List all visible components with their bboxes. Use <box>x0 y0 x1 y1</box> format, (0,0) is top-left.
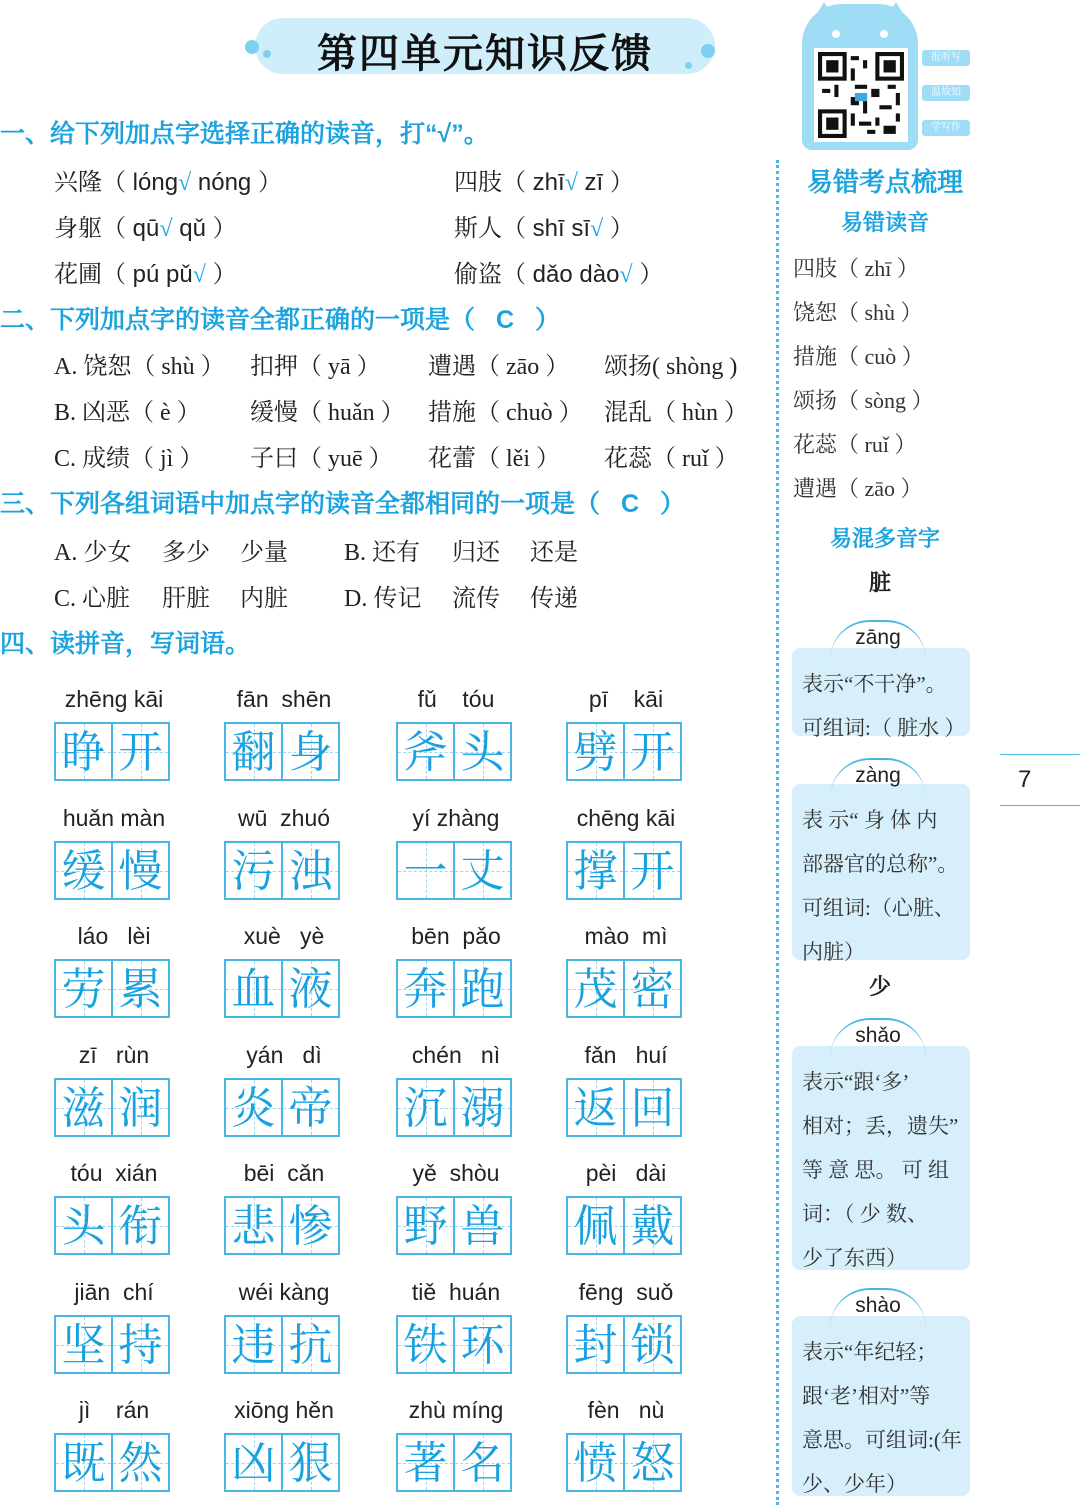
s3-word: 归还 <box>452 540 500 566</box>
word-pinyin: xiōng hěn <box>234 1397 334 1423</box>
sidebar-item: 措施（ cuò ） <box>793 344 924 369</box>
written-character: 衔 <box>118 1201 163 1252</box>
s1-item-5: 花圃（ pú pǔ√ ） <box>54 261 237 288</box>
page-title: 第四单元知识反馈 <box>317 32 653 76</box>
polyphone-pinyin: shào <box>830 1288 926 1328</box>
written-character: 开 <box>630 727 675 778</box>
word-cell <box>566 1160 686 1255</box>
qr-tag-review[interactable]: 温故知 <box>922 85 970 101</box>
s2-option-a4: 颂扬( shòng ) <box>604 354 738 380</box>
tianzige-box[interactable] <box>566 959 625 1018</box>
written-character: 开 <box>630 846 675 897</box>
s1-item-6: 偷盗（ dǎo dào√ ） <box>454 261 664 288</box>
word-pinyin: xuè yè <box>243 923 325 949</box>
tianzige-box[interactable] <box>453 959 512 1018</box>
polyphone-pinyin: shǎo <box>830 1018 926 1058</box>
word-cell <box>224 686 344 781</box>
written-character: 头 <box>460 727 505 778</box>
polyphone-card: 表示“年纪轻； 跟‘老’相对”等 意思。可组词:(年 少、少年） <box>792 1316 970 1496</box>
word-cell <box>54 923 174 1018</box>
s3-word: D. 传记 <box>344 586 422 612</box>
tianzige-box[interactable] <box>623 841 682 900</box>
s1-word: 兴隆 <box>54 170 102 196</box>
written-character: 沉 <box>403 1083 448 1134</box>
tianzige-box[interactable] <box>566 1196 625 1255</box>
s3-word: 内脏 <box>240 586 288 612</box>
word-cell <box>54 1397 174 1492</box>
written-character: 然 <box>118 1438 163 1489</box>
word-pinyin: láo lèi <box>77 923 151 949</box>
tianzige-box[interactable] <box>111 841 170 900</box>
tianzige-box[interactable] <box>623 959 682 1018</box>
word-cell <box>396 1042 516 1137</box>
written-character: 返 <box>573 1083 618 1134</box>
written-character: 持 <box>118 1320 163 1371</box>
check-mark-icon: √ <box>590 216 604 242</box>
sidebar-item: 四肢（ zhī ） <box>793 256 919 281</box>
polyphone-char: 少 <box>868 974 891 999</box>
word-cell <box>396 1279 516 1374</box>
word-pinyin: fèn nù <box>587 1397 665 1423</box>
word-cell <box>566 1279 686 1374</box>
word-pinyin: fǔ tóu <box>417 686 495 712</box>
section-3-answer: C <box>620 490 640 518</box>
written-character: 野 <box>403 1201 448 1252</box>
word-pinyin: bēi cǎn <box>243 1160 325 1186</box>
tianzige-box[interactable] <box>281 841 340 900</box>
written-character: 环 <box>460 1320 505 1371</box>
word-cell <box>396 923 516 1018</box>
tianzige-box[interactable] <box>224 1315 283 1374</box>
word-pinyin: huǎn màn <box>62 805 166 831</box>
word-cell <box>566 1397 686 1492</box>
word-cell <box>54 805 174 900</box>
section-2-answer: C <box>495 306 515 334</box>
cat-mascot <box>802 4 918 150</box>
s2-option-a2: 扣押（ yā ） <box>250 354 381 380</box>
word-pinyin: fān shēn <box>236 686 332 712</box>
written-character: 跑 <box>460 964 505 1015</box>
tianzige-box[interactable] <box>224 841 283 900</box>
tianzige-box[interactable] <box>566 1315 625 1374</box>
tianzige-box[interactable] <box>281 1196 340 1255</box>
word-cell <box>566 923 686 1018</box>
word-cell <box>566 686 686 781</box>
written-character: 血 <box>231 964 276 1015</box>
tianzige-box[interactable] <box>224 1433 283 1492</box>
written-character: 浊 <box>288 846 333 897</box>
written-character: 惨 <box>288 1201 333 1252</box>
written-character: 滋 <box>61 1083 106 1134</box>
tianzige-box[interactable] <box>396 1315 455 1374</box>
written-character: 一 <box>403 846 448 897</box>
tianzige-box[interactable] <box>281 1078 340 1137</box>
written-character: 头 <box>61 1201 106 1252</box>
written-character: 密 <box>630 964 675 1015</box>
section-3-title: 三、下列各组词语中加点字的读音全都相同的一项是（ C ） <box>0 490 685 518</box>
qr-code-icon <box>818 52 904 138</box>
tianzige-box[interactable] <box>111 959 170 1018</box>
s3-word: 传递 <box>530 586 578 612</box>
written-character: 润 <box>118 1083 163 1134</box>
word-cell <box>396 1160 516 1255</box>
tianzige-box[interactable] <box>453 1433 512 1492</box>
word-pinyin: jì rán <box>78 1397 150 1423</box>
word-pinyin: pī kāi <box>588 686 664 712</box>
tianzige-box[interactable] <box>566 722 625 781</box>
tianzige-box[interactable] <box>453 1196 512 1255</box>
written-character: 累 <box>118 964 163 1015</box>
written-character: 狠 <box>288 1438 333 1489</box>
page-number-frame <box>1000 754 1080 806</box>
tianzige-box[interactable] <box>224 722 283 781</box>
s3-word: 流传 <box>452 586 500 612</box>
tianzige-box[interactable] <box>54 1078 113 1137</box>
tianzige-box[interactable] <box>54 841 113 900</box>
sidebar-item: 颂扬（ sòng ） <box>793 388 934 413</box>
check-mark-icon: √ <box>564 170 578 196</box>
tianzige-box[interactable] <box>396 1196 455 1255</box>
written-character: 溺 <box>460 1083 505 1134</box>
tianzige-box[interactable] <box>54 722 113 781</box>
written-character: 液 <box>288 964 333 1015</box>
word-pinyin: bēn pǎo <box>411 923 501 949</box>
word-pinyin: fǎn huí <box>584 1042 668 1068</box>
written-character: 帝 <box>288 1083 333 1134</box>
tianzige-box[interactable] <box>111 1078 170 1137</box>
polyphone-pinyin: zāng <box>830 620 926 660</box>
written-character: 污 <box>231 846 276 897</box>
s3-word: B. 还有 <box>344 540 421 566</box>
qr-code-block[interactable] <box>800 4 980 150</box>
written-character: 违 <box>231 1320 276 1371</box>
tianzige-box[interactable] <box>281 1315 340 1374</box>
written-character: 身 <box>288 727 333 778</box>
word-pinyin: pèi dài <box>585 1160 667 1186</box>
word-cell <box>566 1042 686 1137</box>
written-character: 封 <box>573 1320 618 1371</box>
tianzige-box[interactable] <box>396 959 455 1018</box>
s2-option-c1: C. 成绩（ jì ） <box>54 446 204 472</box>
sidebar-item: 花蕊（ ruǐ ） <box>793 432 917 457</box>
written-character: 兽 <box>460 1201 505 1252</box>
s1-item-2: 四肢（ zhī√ zī ） <box>454 169 634 196</box>
word-pinyin: chēng kāi <box>576 805 676 831</box>
tianzige-box[interactable] <box>396 841 455 900</box>
written-character: 翻 <box>231 727 276 778</box>
s1-item-4: 斯人（ shī sī√ ） <box>454 215 634 242</box>
s3-word: 肝脏 <box>162 586 210 612</box>
tianzige-box[interactable] <box>623 1315 682 1374</box>
polyphone-card: 表示“不干净”。 可组词:（ 脏水 ） <box>792 648 970 736</box>
written-character: 回 <box>630 1083 675 1134</box>
word-cell <box>566 805 686 900</box>
tianzige-box[interactable] <box>224 1078 283 1137</box>
written-character: 慢 <box>118 846 163 897</box>
check-mark-icon: √ <box>192 262 206 288</box>
written-character: 愤 <box>573 1438 618 1489</box>
tianzige-box[interactable] <box>623 1433 682 1492</box>
word-cell <box>224 1397 344 1492</box>
written-character: 名 <box>460 1438 505 1489</box>
s1-word: 花圃 <box>54 262 102 288</box>
tianzige-box[interactable] <box>623 1196 682 1255</box>
section-2-title: 二、下列加点字的读音全都正确的一项是（ C ） <box>0 306 560 334</box>
check-mark-icon: √ <box>178 170 192 196</box>
polyphone-card: 表 示“ 身 体 内 部器官的总称”。 可组词:（心脏、 内脏） <box>792 784 970 960</box>
tianzige-box[interactable] <box>111 1433 170 1492</box>
written-character: 奔 <box>403 964 448 1015</box>
tianzige-box[interactable] <box>224 959 283 1018</box>
column-divider <box>776 160 779 1505</box>
word-cell <box>224 805 344 900</box>
tianzige-box[interactable] <box>111 1315 170 1374</box>
s2-option-b1: B. 凶恶（ è ） <box>54 400 201 426</box>
s3-word: 多少 <box>162 540 210 566</box>
sidebar-item: 遭遇（ zāo ） <box>793 476 923 501</box>
written-character: 劈 <box>573 727 618 778</box>
word-cell <box>54 1279 174 1374</box>
polyphone-char: 脏 <box>868 570 891 595</box>
word-pinyin: zhēng kāi <box>64 686 164 712</box>
s2-option-c2: 子曰（ yuē ） <box>250 446 393 472</box>
s1-word: 身躯 <box>54 216 102 242</box>
word-cell <box>54 1160 174 1255</box>
tianzige-box[interactable] <box>453 1078 512 1137</box>
tianzige-box[interactable] <box>281 959 340 1018</box>
s2-option-a1: A. 饶恕（ shù ） <box>54 354 225 380</box>
tianzige-box[interactable] <box>623 1078 682 1137</box>
word-cell <box>224 1160 344 1255</box>
word-pinyin: mào mì <box>584 923 668 949</box>
written-character: 既 <box>61 1438 106 1489</box>
check-mark-icon: √ <box>159 216 173 242</box>
written-character: 戴 <box>630 1201 675 1252</box>
word-cell <box>396 805 516 900</box>
tianzige-box[interactable] <box>111 1196 170 1255</box>
tianzige-box[interactable] <box>453 841 512 900</box>
written-character: 劳 <box>61 964 106 1015</box>
polyphone-pinyin: zàng <box>830 758 926 798</box>
title-banner <box>245 10 725 80</box>
written-character: 炎 <box>231 1083 276 1134</box>
s3-word: 还是 <box>530 540 578 566</box>
word-pinyin: zī rùn <box>78 1042 150 1068</box>
qr-tag-dictation[interactable]: 报听写 <box>922 50 970 66</box>
word-cell <box>396 1397 516 1492</box>
word-cell <box>224 1042 344 1137</box>
s3-word: C. 心脏 <box>54 586 131 612</box>
word-cell <box>224 1279 344 1374</box>
word-pinyin: fēng suǒ <box>578 1279 674 1305</box>
word-pinyin: tóu xián <box>70 1160 158 1186</box>
tianzige-box[interactable] <box>281 722 340 781</box>
s2-option-c3: 花蕾（ lěi ） <box>428 446 560 472</box>
s1-word: 斯人 <box>454 216 502 242</box>
tianzige-box[interactable] <box>453 1315 512 1374</box>
page-number: 7 <box>1018 766 1032 793</box>
tianzige-box[interactable] <box>396 1078 455 1137</box>
sidebar-subtitle-errors: 易错读音 <box>840 210 929 235</box>
s3-word: 少量 <box>240 540 288 566</box>
s1-word: 四肢 <box>454 170 502 196</box>
qr-code[interactable] <box>814 48 908 142</box>
tianzige-box[interactable] <box>54 1196 113 1255</box>
check-mark-icon: √ <box>619 262 633 288</box>
word-pinyin: yí zhàng <box>412 805 500 831</box>
written-character: 丈 <box>460 846 505 897</box>
written-character: 铁 <box>403 1320 448 1371</box>
written-character: 著 <box>403 1438 448 1489</box>
written-character: 斧 <box>403 727 448 778</box>
tianzige-box[interactable] <box>623 722 682 781</box>
tianzige-box[interactable] <box>54 959 113 1018</box>
s2-option-b2: 缓慢（ huǎn ） <box>250 400 405 426</box>
s2-option-b4: 混乱（ hùn ） <box>604 400 748 426</box>
tianzige-box[interactable] <box>566 1078 625 1137</box>
word-cell <box>224 923 344 1018</box>
s3-word: A. 少女 <box>54 540 132 566</box>
section-4-title: 四、读拼音，写词语。 <box>0 630 251 658</box>
tianzige-box[interactable] <box>396 1433 455 1492</box>
tianzige-box[interactable] <box>566 1433 625 1492</box>
sidebar-title: 易错考点梳理 <box>806 167 963 197</box>
tianzige-box[interactable] <box>396 722 455 781</box>
word-pinyin: chén nì <box>411 1042 501 1068</box>
qr-tag-writing[interactable]: 学写作 <box>922 120 970 136</box>
tianzige-box[interactable] <box>54 1315 113 1374</box>
written-character: 撑 <box>573 846 618 897</box>
word-cell <box>396 686 516 781</box>
tianzige-box[interactable] <box>224 1196 283 1255</box>
written-character: 睁 <box>61 727 106 778</box>
word-pinyin: wū zhuó <box>237 805 331 831</box>
s1-item-1: 兴隆（ lóng√ nóng ） <box>54 169 282 196</box>
word-cell <box>54 686 174 781</box>
written-character: 缓 <box>61 846 106 897</box>
written-character: 茂 <box>573 964 618 1015</box>
word-pinyin: yán dì <box>246 1042 322 1068</box>
s2-option-b3: 措施（ chuò ） <box>428 400 583 426</box>
written-character: 凶 <box>231 1438 276 1489</box>
written-character: 开 <box>118 727 163 778</box>
written-character: 坚 <box>61 1320 106 1371</box>
s2-option-c4: 花蕊（ ruǐ ） <box>604 446 739 472</box>
written-character: 怒 <box>630 1438 675 1489</box>
word-pinyin: jiān chí <box>74 1279 154 1305</box>
word-pinyin: tiě huán <box>411 1279 501 1305</box>
word-cell <box>54 1042 174 1137</box>
sidebar-subtitle-polyphones: 易混多音字 <box>829 526 940 551</box>
written-character: 锁 <box>630 1320 675 1371</box>
word-pinyin: zhù míng <box>408 1397 504 1423</box>
polyphone-card: 表示“跟‘多’ 相对；丢，遗失” 等 意 思。 可 组 词：（ 少 数、 少了东西） <box>792 1046 970 1270</box>
written-character: 悲 <box>231 1201 276 1252</box>
s2-option-a3: 遭遇（ zāo ） <box>428 354 570 380</box>
tianzige-box[interactable] <box>54 1433 113 1492</box>
written-character: 抗 <box>288 1320 333 1371</box>
s1-word: 偷盗 <box>454 262 502 288</box>
tianzige-box[interactable] <box>453 722 512 781</box>
s1-item-3: 身躯（ qū√ qǔ ） <box>54 215 237 242</box>
tianzige-box[interactable] <box>111 722 170 781</box>
tianzige-box[interactable] <box>566 841 625 900</box>
sidebar-item: 饶恕（ shù ） <box>793 300 923 325</box>
word-pinyin: wéi kàng <box>238 1279 330 1305</box>
written-character: 佩 <box>573 1201 618 1252</box>
word-pinyin: yě shòu <box>412 1160 500 1186</box>
tianzige-box[interactable] <box>281 1433 340 1492</box>
section-1-title: 一、给下列加点字选择正确的读音，打“√”。 <box>0 120 489 148</box>
